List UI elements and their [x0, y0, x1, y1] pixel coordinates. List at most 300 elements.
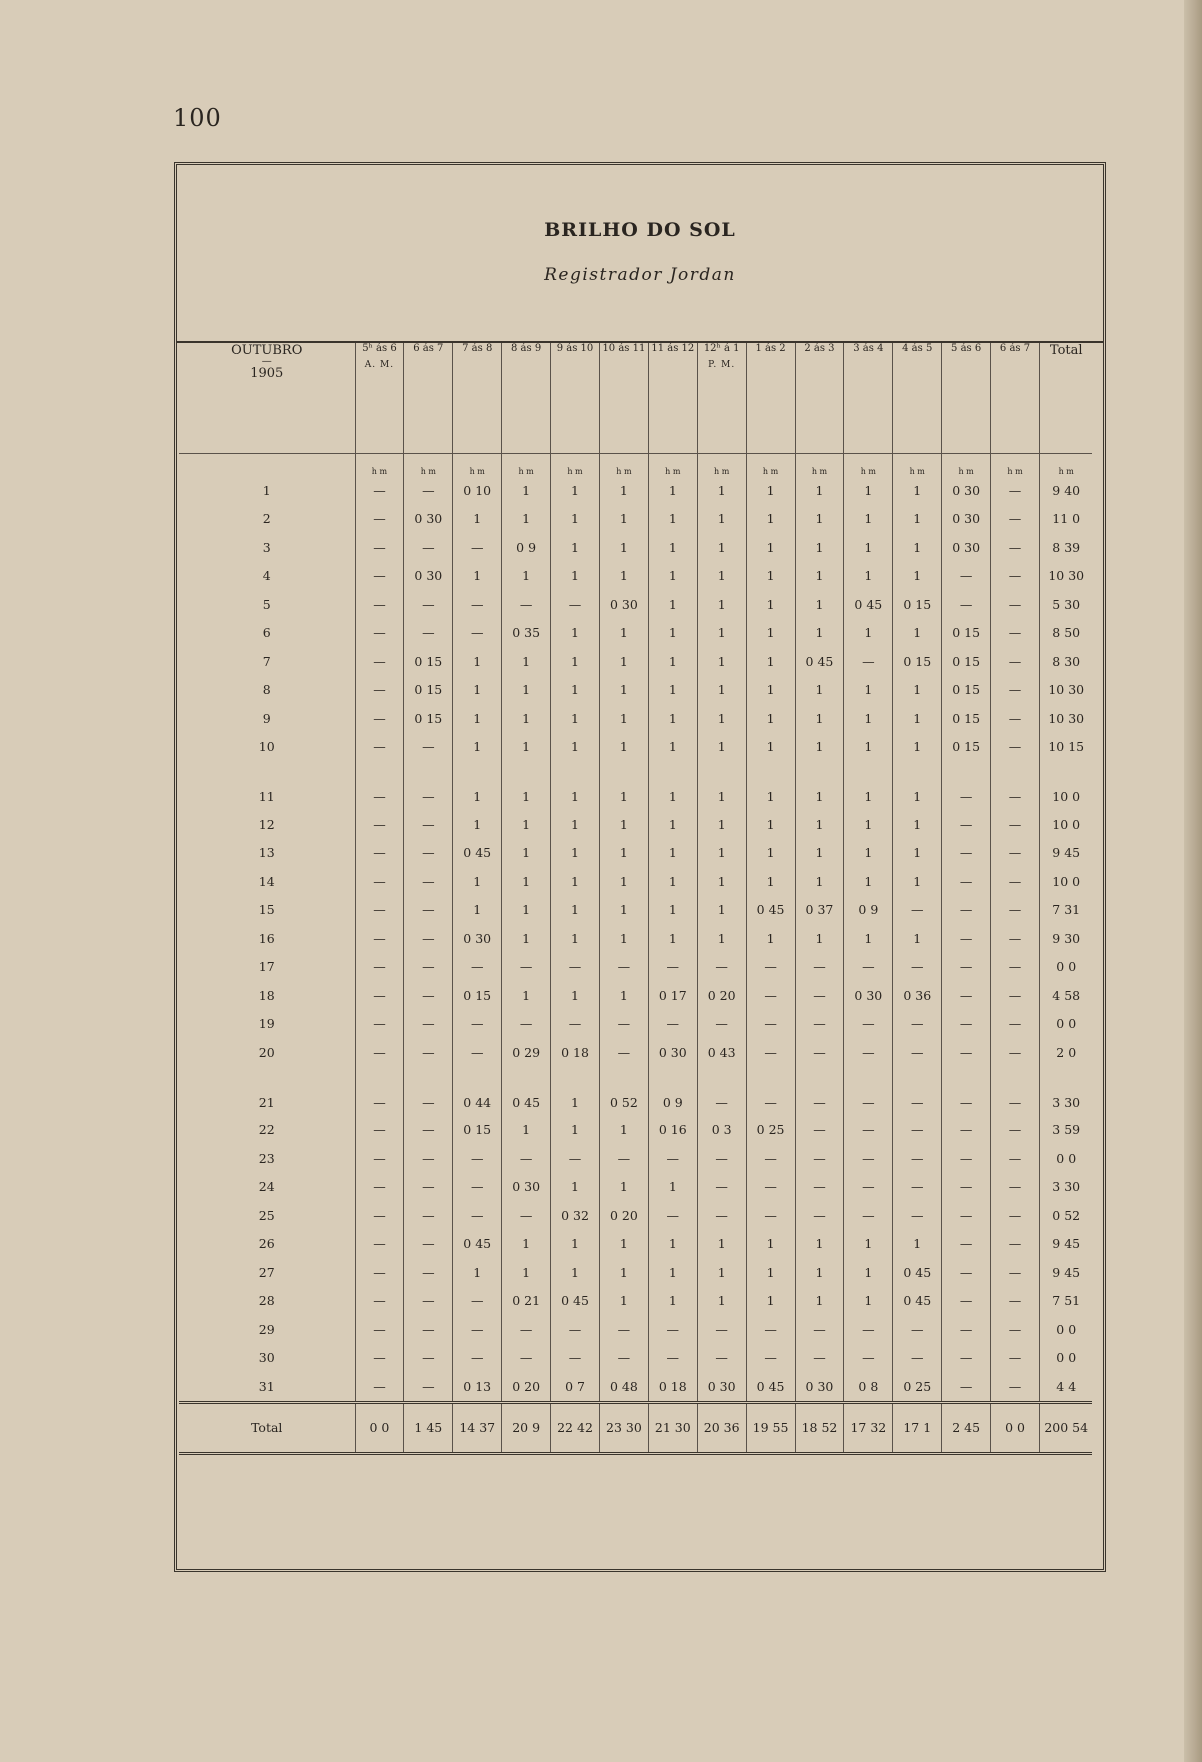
hour-value-cell: 0 18: [648, 1372, 697, 1402]
hour-value-cell: —: [795, 1315, 844, 1344]
month-header: [179, 343, 355, 454]
hour-value-cell: 0 30: [795, 1372, 844, 1402]
row-total-cell: 10 0: [1052, 789, 1081, 804]
hour-value-cell: 1: [551, 733, 600, 762]
hour-value-cell: 0 15: [453, 981, 502, 1010]
row-total-cell: 9 40: [1052, 482, 1081, 498]
hour-value-cell: 1: [844, 761, 893, 810]
hour-value-cell: —: [942, 1315, 991, 1344]
hour-value-cell: 0 30: [942, 476, 991, 505]
hour-value-cell: 0 30: [453, 924, 502, 953]
day-cell: 15: [179, 896, 355, 925]
hour-value-cell: 1: [697, 867, 746, 896]
hour-value-cell: 1: [893, 619, 942, 648]
day-cell: 2: [179, 505, 355, 534]
hour-value-cell: 1: [697, 505, 746, 534]
hour-value-cell: —: [893, 1315, 942, 1344]
hour-value-cell: 1: [502, 1258, 551, 1287]
row-total-cell: 0 0: [1056, 1016, 1077, 1032]
hour-value-cell: —: [355, 1010, 404, 1039]
day-cell: 28: [179, 1287, 355, 1316]
hour-value-cell: —: [551, 1315, 600, 1344]
row-total-cell: 0 0: [1056, 1150, 1077, 1166]
day-cell: 3: [179, 533, 355, 562]
hour-value-cell: 0 20: [697, 981, 746, 1010]
hour-value-cell: 1: [893, 476, 942, 505]
hour-value-cell: 0 30: [404, 562, 453, 591]
hour-value-cell: 1: [648, 1230, 697, 1259]
day-cell: 14: [179, 867, 355, 896]
hour-value-cell: 0 10: [453, 476, 502, 505]
hour-column-header: [893, 343, 942, 454]
hour-value-cell: 0 45: [746, 896, 795, 925]
hour-value-cell: —: [502, 1010, 551, 1039]
hour-value-cell: 1: [746, 476, 795, 505]
hour-value-cell: —: [942, 867, 991, 896]
hour-value-cell: 1: [746, 761, 795, 810]
hour-value-cell: —: [991, 1038, 1040, 1067]
table-row: [179, 1116, 1092, 1145]
hour-range-label: 6 ás 7: [413, 343, 444, 354]
total-column-header: Total: [1039, 343, 1092, 454]
day-cell: 1: [179, 476, 355, 505]
header-row: [179, 343, 1092, 454]
row-total-cell: 2 0: [1056, 1044, 1077, 1060]
hour-value-cell: —: [404, 1067, 453, 1116]
hour-value-cell: 1: [551, 505, 600, 534]
hour-value-cell: 1: [893, 761, 942, 810]
hour-value-cell: 1: [599, 810, 648, 839]
hour-value-cell: —: [942, 896, 991, 925]
hour-value-cell: 1: [599, 704, 648, 733]
hour-value-cell: —: [746, 1038, 795, 1067]
hour-value-cell: 1: [453, 562, 502, 591]
hour-value-cell: —: [355, 533, 404, 562]
hour-value-cell: 1: [502, 647, 551, 676]
hour-value-cell: 1: [697, 533, 746, 562]
hour-value-cell: 1: [599, 1230, 648, 1259]
hour-value-cell: 0 3: [697, 1116, 746, 1145]
day-cell: 10: [179, 733, 355, 762]
hour-value-cell: 1: [599, 647, 648, 676]
table-row: [179, 733, 1092, 762]
hour-value-cell: —: [355, 476, 404, 505]
column-total-cell: 23 30: [599, 1402, 648, 1453]
day-cell: 25: [179, 1201, 355, 1230]
hour-value-cell: 0 30: [502, 1173, 551, 1202]
hour-value-cell: 1: [648, 676, 697, 705]
hour-value-cell: —: [991, 590, 1040, 619]
hour-value-cell: 1: [453, 896, 502, 925]
day-cell: 13: [179, 839, 355, 868]
hour-value-cell: —: [355, 896, 404, 925]
hour-value-cell: 0 20: [502, 1372, 551, 1402]
row-total-cell: 10 30: [1048, 710, 1085, 726]
page-subtitle: Registrador Jordan: [544, 265, 736, 285]
hour-value-cell: 1: [502, 810, 551, 839]
hour-value-cell: 1: [844, 924, 893, 953]
day-cell: 21: [179, 1067, 355, 1116]
hour-value-cell: —: [404, 867, 453, 896]
page-number: 100: [173, 104, 222, 132]
hour-value-cell: —: [404, 1230, 453, 1259]
hour-value-cell: 1: [502, 761, 551, 810]
hour-value-cell: 1: [795, 562, 844, 591]
table-row: [179, 1173, 1092, 1202]
hour-value-cell: —: [844, 1038, 893, 1067]
table-row: [179, 839, 1092, 868]
unit-label: h m: [453, 454, 502, 477]
unit-label: h m: [1058, 467, 1074, 476]
table-row: [179, 562, 1092, 591]
hour-value-cell: —: [355, 1258, 404, 1287]
row-total-cell: 0 0: [1056, 1350, 1077, 1366]
hour-value-cell: —: [502, 1315, 551, 1344]
hour-value-cell: 1: [551, 1173, 600, 1202]
unit-cell-empty: [179, 454, 355, 477]
hour-range-label: 8 ás 9: [511, 343, 542, 354]
hour-value-cell: —: [942, 1173, 991, 1202]
hour-value-cell: —: [697, 1201, 746, 1230]
hour-value-cell: —: [991, 1258, 1040, 1287]
hour-range-label: 1 ás 2: [755, 343, 786, 354]
hour-value-cell: —: [991, 1201, 1040, 1230]
hour-value-cell: —: [697, 1344, 746, 1373]
hour-value-cell: 1: [551, 924, 600, 953]
table-row: [179, 1287, 1092, 1316]
table-row: [179, 619, 1092, 648]
hour-column-header: [599, 343, 648, 454]
hour-value-cell: —: [404, 1010, 453, 1039]
day-cell: 8: [179, 676, 355, 705]
hour-value-cell: 1: [648, 533, 697, 562]
hour-value-cell: 1: [502, 981, 551, 1010]
hour-value-cell: —: [404, 533, 453, 562]
hour-value-cell: 1: [551, 476, 600, 505]
hour-value-cell: —: [795, 1344, 844, 1373]
hour-value-cell: —: [795, 1010, 844, 1039]
totals-label: Total: [179, 1402, 355, 1453]
hour-value-cell: —: [697, 1173, 746, 1202]
hour-value-cell: 1: [697, 810, 746, 839]
hour-value-cell: 0 30: [648, 1038, 697, 1067]
hour-value-cell: —: [404, 1144, 453, 1173]
hour-column-header: [355, 343, 404, 454]
row-total-cell: 9 45: [1052, 1264, 1081, 1280]
hour-value-cell: —: [355, 704, 404, 733]
hour-value-cell: —: [991, 1144, 1040, 1173]
hour-value-cell: 0 9: [502, 533, 551, 562]
hour-value-cell: —: [648, 1315, 697, 1344]
hour-value-cell: —: [697, 1315, 746, 1344]
hour-value-cell: 1: [844, 1287, 893, 1316]
hour-value-cell: —: [942, 1038, 991, 1067]
hour-value-cell: 1: [893, 676, 942, 705]
unit-label: h m: [991, 454, 1040, 477]
grand-total-cell: 200 54: [1039, 1402, 1092, 1453]
hour-value-cell: 0 15: [893, 647, 942, 676]
unit-label: h m: [502, 454, 551, 477]
hour-value-cell: —: [697, 1010, 746, 1039]
hour-value-cell: —: [502, 1344, 551, 1373]
hour-value-cell: —: [453, 590, 502, 619]
hour-value-cell: 1: [648, 867, 697, 896]
hour-value-cell: 1: [599, 562, 648, 591]
hour-value-cell: —: [991, 981, 1040, 1010]
hour-value-cell: 1: [648, 704, 697, 733]
hour-value-cell: 1: [648, 619, 697, 648]
hour-value-cell: —: [942, 590, 991, 619]
hour-value-cell: 0 16: [648, 1116, 697, 1145]
hour-value-cell: 1: [502, 704, 551, 733]
hour-value-cell: —: [991, 867, 1040, 896]
hour-value-cell: 1: [746, 839, 795, 868]
hour-value-cell: 1: [599, 1173, 648, 1202]
hour-value-cell: 1: [795, 619, 844, 648]
sunshine-table: [179, 343, 1092, 1455]
hour-value-cell: —: [648, 1010, 697, 1039]
hour-value-cell: —: [453, 1010, 502, 1039]
hour-value-cell: —: [599, 1315, 648, 1344]
table-frame: [174, 162, 1106, 1572]
hour-value-cell: 0 15: [942, 619, 991, 648]
hour-value-cell: —: [355, 647, 404, 676]
hour-value-cell: —: [991, 619, 1040, 648]
hour-value-cell: 1: [697, 1230, 746, 1259]
day-cell: 30: [179, 1344, 355, 1373]
hour-value-cell: 1: [551, 533, 600, 562]
hour-value-cell: 0 25: [893, 1372, 942, 1402]
hour-value-cell: 1: [844, 867, 893, 896]
hour-value-cell: —: [991, 839, 1040, 868]
hour-value-cell: 1: [502, 733, 551, 762]
hour-value-cell: 1: [599, 476, 648, 505]
hour-value-cell: 1: [844, 562, 893, 591]
hour-value-cell: 1: [551, 1230, 600, 1259]
hour-value-cell: 1: [453, 810, 502, 839]
hour-value-cell: 1: [746, 810, 795, 839]
column-total-cell: 18 52: [795, 1402, 844, 1453]
hour-value-cell: —: [648, 1144, 697, 1173]
hour-value-cell: 1: [453, 704, 502, 733]
day-cell: 6: [179, 619, 355, 648]
hour-range-label: 9 ás 10: [556, 343, 594, 354]
hour-value-cell: —: [404, 1287, 453, 1316]
month-label: OUTUBRO: [231, 343, 303, 358]
hour-value-cell: —: [746, 1144, 795, 1173]
unit-label: h m: [942, 454, 991, 477]
hour-range-label: 11 ás 12: [651, 343, 695, 354]
row-total-cell: 9 45: [1052, 1236, 1081, 1252]
hour-value-cell: 0 15: [942, 733, 991, 762]
unit-label: h m: [648, 454, 697, 477]
hour-value-cell: 1: [697, 647, 746, 676]
hour-value-cell: 1: [502, 1230, 551, 1259]
hour-value-cell: 1: [893, 505, 942, 534]
hour-value-cell: —: [746, 1173, 795, 1202]
hour-column-header: [795, 343, 844, 454]
hour-value-cell: —: [355, 1173, 404, 1202]
hour-value-cell: 1: [648, 590, 697, 619]
hour-value-cell: 1: [599, 533, 648, 562]
hour-value-cell: 1: [648, 810, 697, 839]
page-edge: [1184, 0, 1202, 1762]
hour-value-cell: 1: [648, 1173, 697, 1202]
hour-value-cell: —: [942, 1372, 991, 1402]
hour-value-cell: —: [844, 1010, 893, 1039]
hour-value-cell: 1: [893, 839, 942, 868]
hour-value-cell: —: [648, 1201, 697, 1230]
hour-value-cell: —: [355, 676, 404, 705]
hour-value-cell: 0 36: [893, 981, 942, 1010]
hour-value-cell: —: [697, 1144, 746, 1173]
hour-value-cell: 0 35: [502, 619, 551, 648]
hour-value-cell: 1: [453, 733, 502, 762]
day-cell: 9: [179, 704, 355, 733]
day-cell: 5: [179, 590, 355, 619]
hour-value-cell: —: [355, 1038, 404, 1067]
hour-value-cell: 1: [648, 896, 697, 925]
row-total-cell: 5 30: [1052, 596, 1081, 612]
hour-value-cell: 1: [697, 761, 746, 810]
hour-value-cell: 1: [599, 924, 648, 953]
hour-value-cell: 1: [697, 562, 746, 591]
hour-value-cell: —: [599, 1344, 648, 1373]
hour-value-cell: 1: [648, 924, 697, 953]
hour-value-cell: 1: [746, 1230, 795, 1259]
hour-value-cell: —: [893, 953, 942, 982]
hour-range-label: 6 ás 7: [999, 343, 1031, 354]
hour-value-cell: 1: [551, 1116, 600, 1145]
page-title: BRILHO DO SOL: [544, 219, 736, 241]
row-total-cell: 8 39: [1052, 539, 1081, 555]
hour-value-cell: —: [991, 1344, 1040, 1373]
year-label: 1905: [250, 366, 284, 381]
row-total-cell: 8 30: [1052, 653, 1081, 669]
hour-value-cell: 1: [453, 761, 502, 810]
hour-value-cell: 1: [599, 867, 648, 896]
hour-value-cell: 1: [551, 761, 600, 810]
hour-value-cell: 1: [697, 704, 746, 733]
row-total-cell: 4 58: [1052, 987, 1081, 1003]
hour-value-cell: 1: [551, 981, 600, 1010]
hour-value-cell: 1: [795, 810, 844, 839]
hour-column-header: [697, 343, 746, 454]
hour-value-cell: —: [404, 761, 453, 810]
unit-label: h m: [844, 454, 893, 477]
hour-value-cell: —: [599, 1144, 648, 1173]
hour-value-cell: 0 18: [551, 1038, 600, 1067]
row-total-cell: 3 59: [1052, 1122, 1081, 1138]
hour-value-cell: —: [355, 839, 404, 868]
hour-value-cell: 0 30: [404, 505, 453, 534]
hour-column-header: [844, 343, 893, 454]
hour-column-header: [991, 343, 1040, 454]
hour-value-cell: 0 15: [893, 590, 942, 619]
hour-value-cell: 1: [844, 810, 893, 839]
hour-value-cell: 1: [551, 867, 600, 896]
hour-value-cell: 0 15: [404, 704, 453, 733]
hour-value-cell: —: [502, 590, 551, 619]
hour-value-cell: —: [991, 1116, 1040, 1145]
hour-value-cell: —: [404, 1116, 453, 1145]
hour-value-cell: —: [991, 562, 1040, 591]
hour-value-cell: 1: [453, 676, 502, 705]
hour-value-cell: 0 30: [942, 505, 991, 534]
hour-value-cell: —: [844, 1315, 893, 1344]
day-cell: 27: [179, 1258, 355, 1287]
hour-value-cell: —: [551, 1010, 600, 1039]
hour-value-cell: 0 17: [648, 981, 697, 1010]
hour-value-cell: —: [355, 1344, 404, 1373]
hour-value-cell: —: [991, 1287, 1040, 1316]
hour-value-cell: —: [453, 1201, 502, 1230]
hour-value-cell: 0 15: [404, 676, 453, 705]
hour-value-cell: 1: [648, 733, 697, 762]
unit-label: h m: [355, 454, 404, 477]
hour-value-cell: —: [991, 505, 1040, 534]
unit-label: h m: [697, 454, 746, 477]
column-total-cell: 17 32: [844, 1402, 893, 1453]
table-header-box: [177, 165, 1103, 343]
hour-value-cell: —: [746, 981, 795, 1010]
hour-value-cell: 1: [893, 810, 942, 839]
day-cell: 23: [179, 1144, 355, 1173]
hour-value-cell: —: [404, 839, 453, 868]
hour-value-cell: 1: [502, 505, 551, 534]
hour-value-cell: —: [991, 733, 1040, 762]
hour-value-cell: 1: [844, 476, 893, 505]
day-cell: 24: [179, 1173, 355, 1202]
row-total-cell: 0 0: [1056, 1321, 1077, 1337]
hour-value-cell: —: [404, 1258, 453, 1287]
hour-value-cell: 1: [844, 704, 893, 733]
hour-value-cell: —: [648, 953, 697, 982]
hour-value-cell: 1: [551, 839, 600, 868]
hour-value-cell: —: [453, 1144, 502, 1173]
hour-value-cell: 0 45: [746, 1372, 795, 1402]
hour-value-cell: 0 13: [453, 1372, 502, 1402]
column-total-cell: 0 0: [991, 1402, 1040, 1453]
period-label: P. M.: [708, 360, 736, 370]
hour-value-cell: 0 45: [453, 1230, 502, 1259]
totals-row: [179, 1402, 1092, 1453]
row-total-cell: 3 30: [1052, 1094, 1081, 1110]
hour-value-cell: 1: [697, 733, 746, 762]
column-total-cell: 22 42: [551, 1402, 600, 1453]
hour-value-cell: —: [355, 733, 404, 762]
hour-value-cell: 1: [551, 619, 600, 648]
period-label: A. M.: [364, 360, 395, 370]
hour-value-cell: —: [991, 810, 1040, 839]
table-row: [179, 533, 1092, 562]
hour-value-cell: —: [502, 1201, 551, 1230]
hour-value-cell: —: [991, 647, 1040, 676]
table-row: [179, 867, 1092, 896]
hour-value-cell: 1: [795, 1258, 844, 1287]
hour-value-cell: —: [844, 1173, 893, 1202]
hour-value-cell: —: [991, 676, 1040, 705]
hour-value-cell: 1: [746, 562, 795, 591]
hour-value-cell: —: [942, 562, 991, 591]
hour-value-cell: 1: [795, 1230, 844, 1259]
table-row: [179, 1258, 1092, 1287]
hour-value-cell: —: [893, 1010, 942, 1039]
hour-value-cell: 0 21: [502, 1287, 551, 1316]
hour-value-cell: 0 8: [844, 1372, 893, 1402]
hour-value-cell: —: [404, 1173, 453, 1202]
hour-value-cell: —: [746, 1201, 795, 1230]
